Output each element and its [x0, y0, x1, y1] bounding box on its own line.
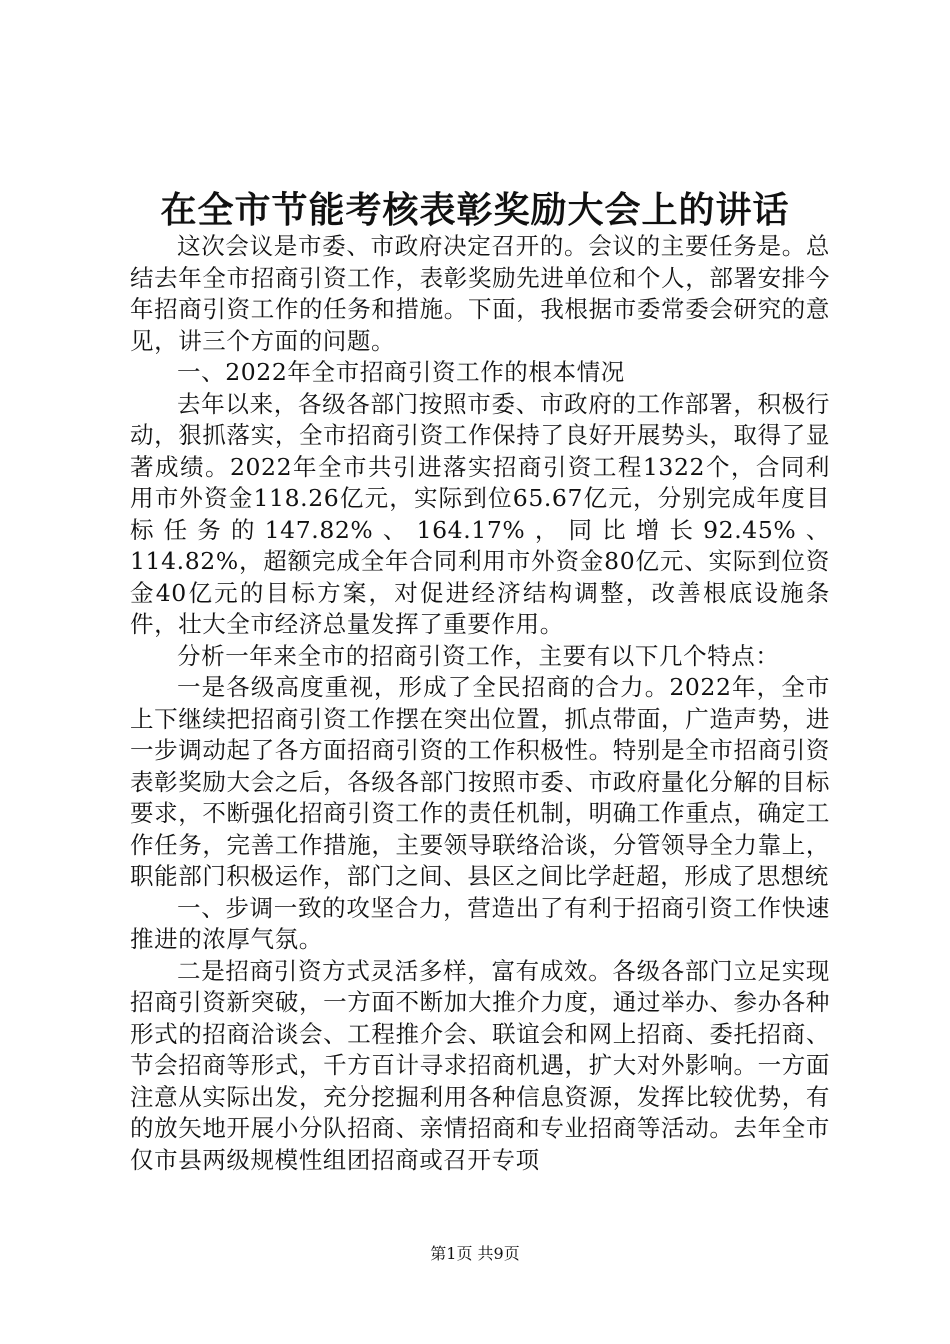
page-footer: 第1页 共9页 [430, 1244, 520, 1263]
document-body [130, 231, 830, 1176]
paragraph-feature-1: 一是各级高度重视，形成了全民招商的合力。2022年，全市上下继续把招商引资工作摆在突出位置，抓点带面，广造声势，进一步调动起了各方面招商引资的工作积极性。特别是全市招商引资表彰奖励大会之后，各级各部门按照市委、市政府量化分解的目标要求，不断强化招商引资工作的责任机制，明确工作重点，确定工作任务，完善工作措施，主要领导联络洽谈，分管领导全力靠上，职能部门积极运作，部门之间、县区之间比学赶超，形成了思想统 [130, 673, 830, 890]
section-heading-1: 一、2022年全市招商引资工作的根本情况 [177, 358, 625, 386]
paragraph-feature-1-cont: 一、步调一致的攻坚合力，营造出了有利于招商引资工作快速推进的浓厚气氛。 [130, 893, 830, 953]
paragraph-intro: 这次会议是市委、市政府决定召开的。会议的主要任务是。总结去年全市招商引资工作，表彰奖励先进单位和个人，部署安排今年招商引资工作的任务和措施。下面，我根据市委常委会研究的意见，讲三个方面的问题。 [130, 232, 830, 355]
paragraph-results: 去年以来，各级各部门按照市委、市政府的工作部署，积极行动，狠抓落实，全市招商引资工作保持了良好开展势头，取得了显著成绩。2022年全市共引进落实招商引资工程1322个，合同利用市外资金118.26亿元，实际到位65.67亿元，分别完成年度目标任务的147.82%、164.17%，同比增长92.45%、114.82%，超额完成全年合同利用市外资金80亿元、实际到位资金40亿元的目标方案，对促进经济结构调整，改善根底设施条件，壮大全市经济总量发挥了重要作用。 [130, 389, 830, 638]
paragraph-features-intro: 分析一年来全市的招商引资工作，主要有以下几个特点： [177, 641, 780, 670]
paragraph-feature-2: 二是招商引资方式灵活多样，富有成效。各级各部门立足实现招商引资新突破，一方面不断加大推介力度，通过举办、参办各种形式的招商洽谈会、工程推介会、联谊会和网上招商、委托招商、节会招商等形式，千方百计寻求招商机遇，扩大对外影响。一方面注意从实际出发，充分挖掘利用各种信息资源，发挥比较优势，有的放矢地开展小分队招商、亲情招商和专业招商等活动。去年全市仅市县两级规模性组团招商或召开专项 [130, 956, 830, 1174]
document-title: 在全市节能考核表彰奖励大会上的讲话 [160, 189, 790, 231]
